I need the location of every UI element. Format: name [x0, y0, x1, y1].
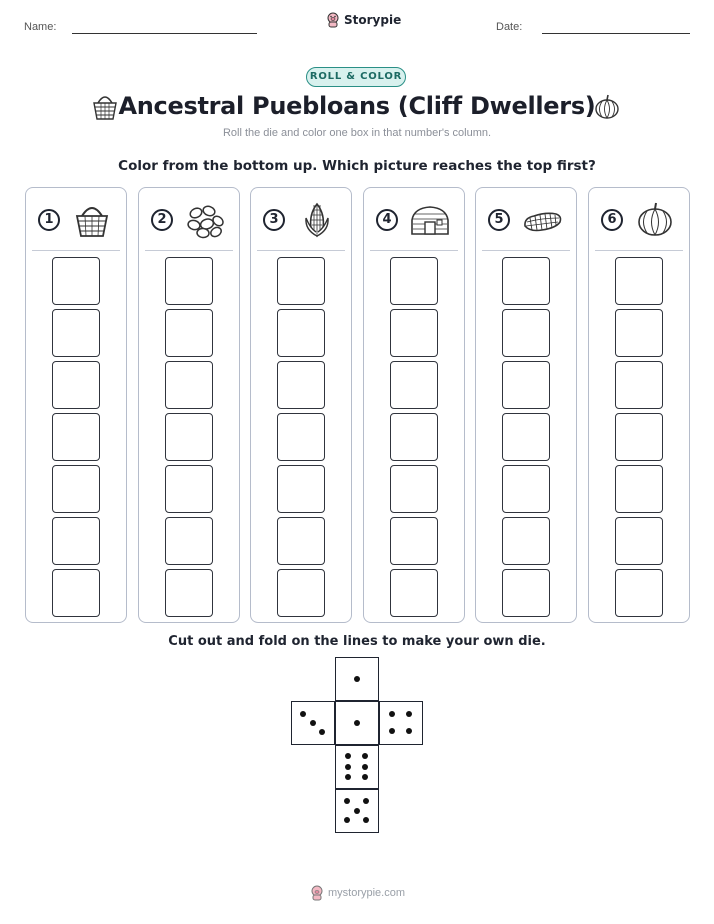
brand-name: Storypie — [344, 13, 402, 27]
color-box[interactable] — [502, 517, 550, 565]
color-box[interactable] — [165, 309, 213, 357]
column-divider — [370, 250, 458, 251]
die-pip — [354, 676, 360, 682]
color-box[interactable] — [277, 465, 325, 513]
die-face-bottom — [335, 789, 379, 833]
die-pip — [344, 798, 350, 804]
pumpkin-icon — [635, 200, 675, 240]
color-box[interactable] — [277, 257, 325, 305]
die-pip — [354, 720, 360, 726]
column-number: 3 — [263, 209, 285, 231]
color-box[interactable] — [390, 517, 438, 565]
column-5 — [475, 187, 577, 623]
column-4 — [363, 187, 465, 623]
die-pip — [310, 720, 316, 726]
die-pip — [362, 753, 368, 759]
column-number: 6 — [601, 209, 623, 231]
die-pip — [406, 728, 412, 734]
name-label: Name: — [24, 21, 57, 33]
die-pip — [363, 798, 369, 804]
color-box[interactable] — [52, 361, 100, 409]
die-face-top — [335, 657, 379, 701]
die-pip — [362, 774, 368, 780]
color-box[interactable] — [277, 569, 325, 617]
brand-logo — [326, 12, 401, 28]
color-box[interactable] — [615, 309, 663, 357]
color-box[interactable] — [502, 569, 550, 617]
die-pip — [389, 728, 395, 734]
die-face-left — [291, 701, 335, 745]
color-box[interactable] — [277, 309, 325, 357]
die-pip — [354, 808, 360, 814]
color-box[interactable] — [390, 569, 438, 617]
die-pip — [300, 711, 306, 717]
color-box[interactable] — [502, 465, 550, 513]
die-face-right — [379, 701, 423, 745]
color-box[interactable] — [615, 361, 663, 409]
pig-mascot-icon — [310, 885, 324, 901]
beans-icon — [185, 200, 225, 240]
die-pip — [363, 817, 369, 823]
color-box[interactable] — [277, 361, 325, 409]
footer — [310, 885, 405, 901]
die-face-lower — [335, 745, 379, 789]
column-number: 4 — [376, 209, 398, 231]
column-divider — [145, 250, 233, 251]
color-box[interactable] — [165, 413, 213, 461]
basket-icon — [72, 200, 112, 240]
color-box[interactable] — [165, 517, 213, 565]
die-pip — [362, 764, 368, 770]
color-box[interactable] — [390, 465, 438, 513]
die-pip — [319, 729, 325, 735]
roll-and-color-badge: ROLL & COLOR — [306, 67, 406, 87]
name-field[interactable] — [72, 33, 257, 34]
die-instruction: Cut out and fold on the lines to make your own die. — [168, 634, 546, 649]
color-box[interactable] — [390, 309, 438, 357]
pumpkin-icon — [594, 94, 620, 120]
column-divider — [257, 250, 345, 251]
color-box[interactable] — [165, 361, 213, 409]
color-box[interactable] — [277, 413, 325, 461]
color-box[interactable] — [52, 257, 100, 305]
column-number: 1 — [38, 209, 60, 231]
pig-mascot-icon — [326, 12, 340, 28]
color-box[interactable] — [165, 569, 213, 617]
subtitle: Roll the die and color one box in that number's column. — [222, 127, 492, 139]
column-number: 2 — [151, 209, 173, 231]
date-field[interactable] — [542, 33, 690, 34]
color-box[interactable] — [390, 413, 438, 461]
footer-url: mystorypie.com — [328, 887, 406, 899]
color-box[interactable] — [615, 413, 663, 461]
color-box[interactable] — [502, 309, 550, 357]
color-box[interactable] — [615, 517, 663, 565]
color-box[interactable] — [615, 257, 663, 305]
color-box[interactable] — [52, 569, 100, 617]
column-1 — [25, 187, 127, 623]
color-box[interactable] — [52, 465, 100, 513]
corn-icon — [297, 200, 337, 240]
column-2 — [138, 187, 240, 623]
color-box[interactable] — [502, 257, 550, 305]
color-box[interactable] — [165, 257, 213, 305]
die-pip — [406, 711, 412, 717]
die-face-center — [335, 701, 379, 745]
column-divider — [32, 250, 120, 251]
color-box[interactable] — [615, 569, 663, 617]
color-box[interactable] — [277, 517, 325, 565]
color-box[interactable] — [615, 465, 663, 513]
page-title: Ancestral Puebloans (Cliff Dwellers) — [118, 92, 596, 120]
die-pip — [344, 817, 350, 823]
die-pip — [389, 711, 395, 717]
die-pip — [345, 774, 351, 780]
instruction-heading: Color from the bottom up. Which picture reaches the top first? — [118, 158, 596, 174]
color-box[interactable] — [52, 413, 100, 461]
color-box[interactable] — [390, 361, 438, 409]
column-6 — [588, 187, 690, 623]
column-3 — [250, 187, 352, 623]
color-box[interactable] — [502, 413, 550, 461]
column-number: 5 — [488, 209, 510, 231]
color-box[interactable] — [52, 517, 100, 565]
adobe-house-icon — [410, 200, 450, 240]
column-divider — [595, 250, 683, 251]
color-box[interactable] — [165, 465, 213, 513]
color-box[interactable] — [390, 257, 438, 305]
date-label: Date: — [496, 21, 523, 33]
column-divider — [482, 250, 570, 251]
color-box[interactable] — [52, 309, 100, 357]
color-box[interactable] — [502, 361, 550, 409]
sandal-icon — [522, 200, 562, 240]
die-pip — [345, 753, 351, 759]
die-pip — [345, 764, 351, 770]
